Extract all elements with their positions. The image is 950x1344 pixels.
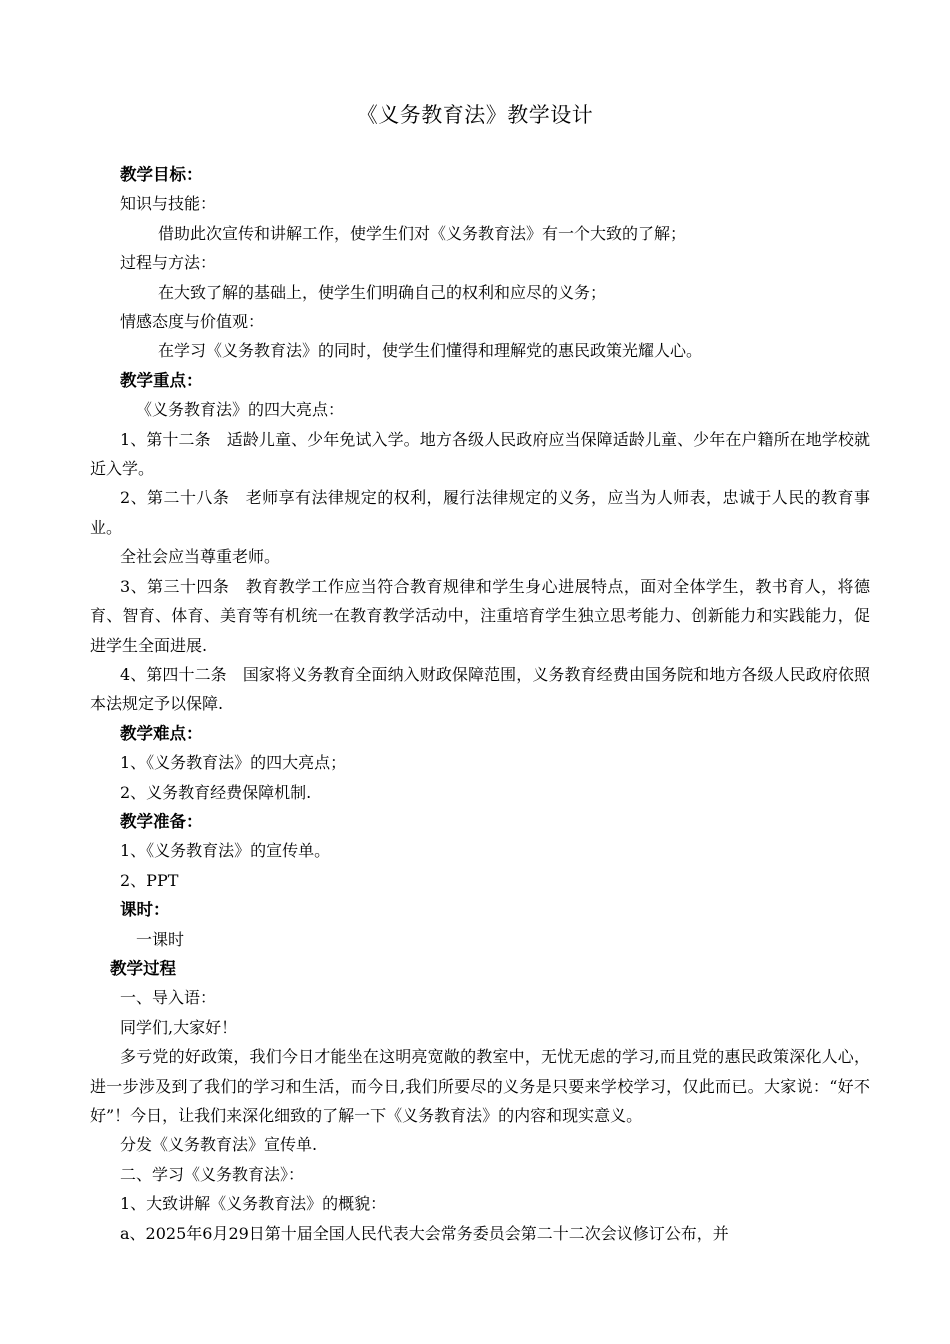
emotion-text: 在学习《义务教育法》的同时，使学生们懂得和理解党的惠民政策光耀人心。 (158, 341, 703, 361)
key-point-item-4: 4、第四十二条 国家将义务教育全面纳入财政保障范围，义务教育经费由国务院和地方各级人民政府依照本法规定予以保障. (90, 664, 870, 714)
preparation-heading: 教学准备： (120, 811, 203, 831)
key-point-item-2: 2、第二十八条 老师享有法律规定的权利，履行法律规定的义务，应当为人师表，忠诚于人民的教育事业。 (90, 488, 870, 537)
process-sub-1a: a、2025年6月29日第十届全国人民代表大会常务委员会第二十二次会议修订公布，并 (120, 1223, 729, 1243)
document-body (90, 160, 870, 1248)
greeting-text: 同学们,大家好！ (120, 1017, 238, 1037)
difficulty-item-1: 1、《义务教育法》的四大亮点； (120, 753, 347, 773)
hours-heading: 课时： (120, 900, 170, 920)
difficulty-item-2: 2、义务教育经费保障机制. (120, 782, 312, 802)
process-method-text: 在大致了解的基础上，使学生们明确自己的权利和应尽的义务； (158, 282, 607, 302)
emotion-label: 情感态度与价值观： (120, 312, 265, 332)
hours-text: 一课时 (136, 929, 185, 949)
key-points-intro: 《义务教育法》的四大亮点： (136, 400, 345, 420)
process-sub-1: 1、大致讲解《义务教育法》的概貌： (120, 1194, 387, 1214)
knowledge-label: 知识与技能： (120, 194, 217, 214)
distribute-text: 分发《义务教育法》宣传单. (120, 1135, 318, 1155)
key-points-heading: 教学重点： (120, 370, 203, 390)
objectives-heading: 教学目标： (120, 165, 203, 184)
process-heading: 教学过程 (110, 958, 176, 978)
intro-paragraph: 多亏党的好政策，我们今日才能坐在这明亮宽敞的教室中，无忧无虑的学习,而且党的惠民政策深化人心，进一步涉及到了我们的学习和生活，而今日,我们所要尽的义务是只要来学校学习，仅此而已。大家说：“好不好”！今日，让我们来深化细致的了解一下《义务教育法》的内容和现实意义。 (90, 1047, 870, 1125)
key-point-item-1: 1、第十二条 适龄儿童、少年免试入学。地方各级人民政府应当保障适龄儿童、少年在户籍所在地学校就近入学。 (90, 429, 870, 479)
key-point-item-3: 3、第三十四条 教育教学工作应当符合教育规律和学生身心进展特点，面对全体学生，教书育人，将德育、智育、体育、美育等有机统一在教育教学活动中，注重培育学生独立思考能力、创新能力和实践能力，促进学生全面进展. (90, 576, 870, 655)
process-method-label: 过程与方法： (120, 253, 217, 273)
document-title: 《义务教育法》教学设计 (356, 103, 594, 127)
difficulties-heading: 教学难点： (120, 723, 203, 743)
process-part-1: 一、导入语： (120, 988, 217, 1008)
knowledge-text: 借助此次宣传和讲解工作，使学生们对《义务教育法》有一个大致的了解； (158, 223, 687, 243)
preparation-item-1: 1、《义务教育法》的宣传单。 (120, 841, 331, 861)
process-part-2: 二、学习《义务教育法》： (120, 1164, 305, 1184)
preparation-item-2: 2、PPT (120, 870, 179, 890)
key-point-item-2-extra: 全社会应当尊重老师。 (120, 547, 281, 567)
